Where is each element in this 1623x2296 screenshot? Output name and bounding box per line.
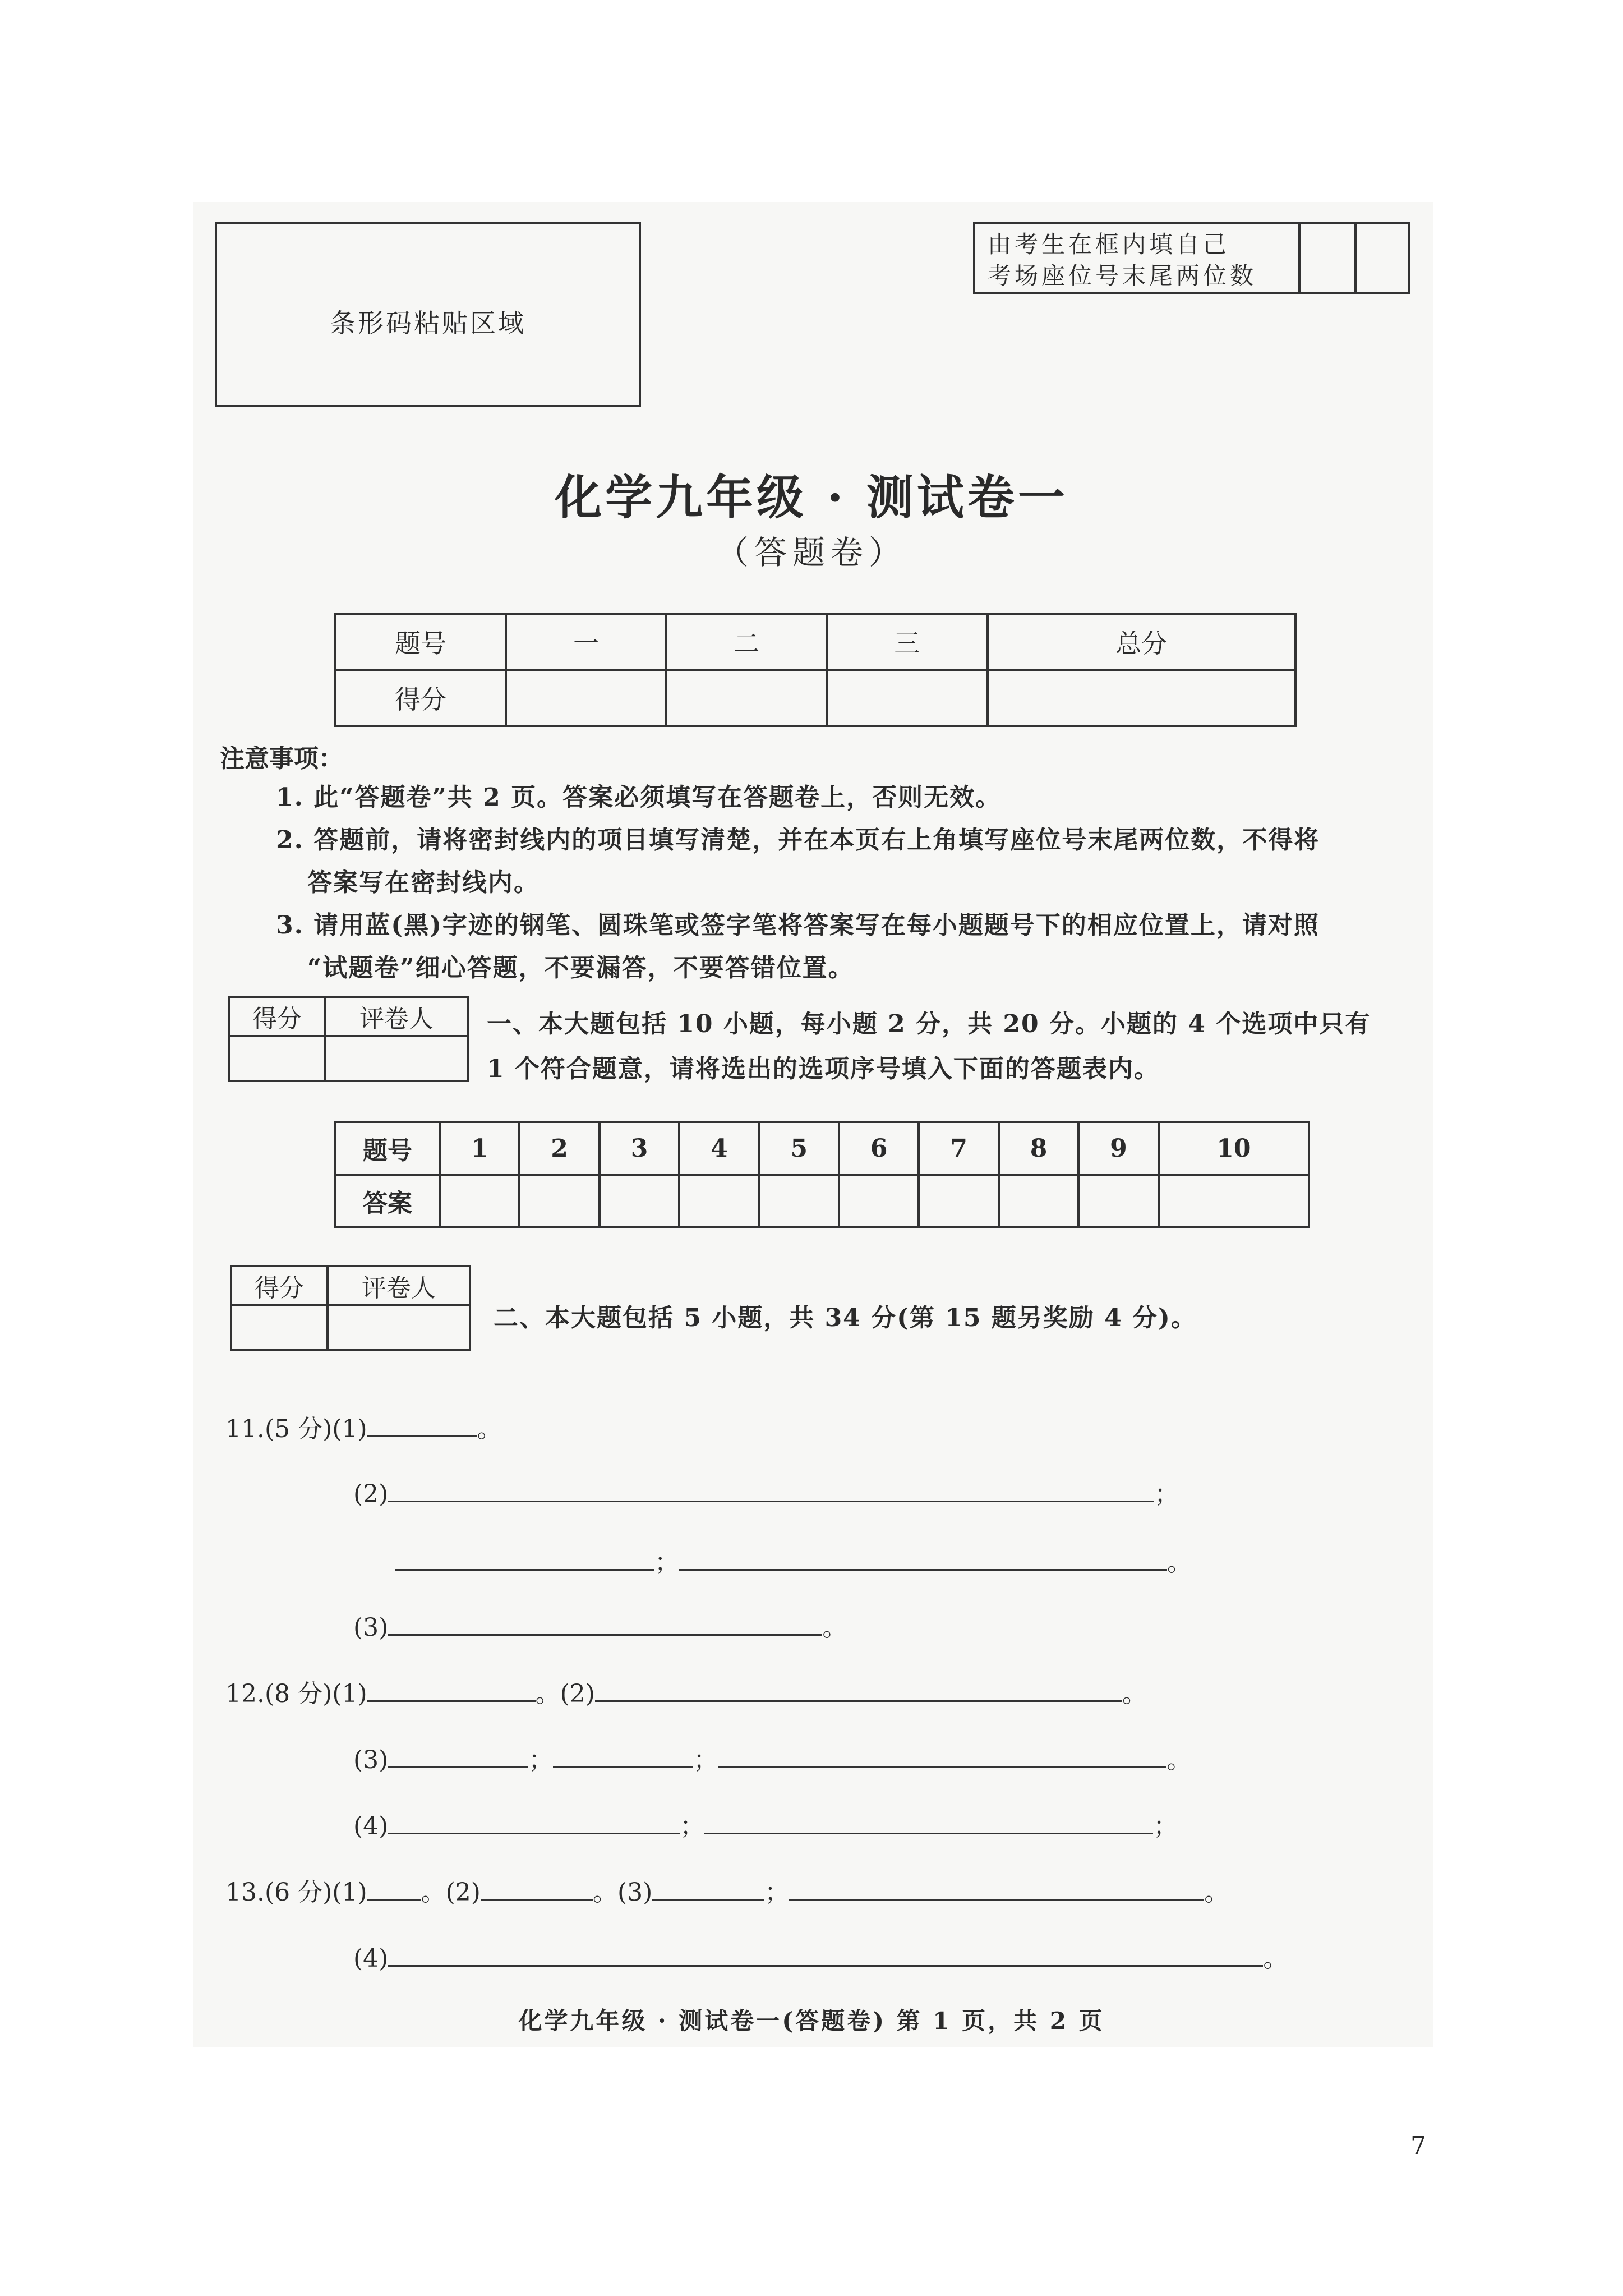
answer-blank[interactable] [395, 1547, 654, 1571]
page-footer: 化学九年级 · 测试卷一(答题卷) 第 1 页，共 2 页 [518, 2007, 1105, 2035]
q13-line-2: (4) 。 [353, 1942, 1288, 1976]
answer-cell[interactable] [600, 1175, 679, 1227]
question-number: 1 [440, 1122, 519, 1175]
question-number: 8 [999, 1122, 1078, 1175]
answer-blank[interactable] [367, 1876, 421, 1901]
note-item: 3. 请用蓝(黑)字迹的钢笔、圆珠笔或签字笔将答案写在每小题题号下的相应位置上，请对照 [276, 911, 1320, 940]
score-cell[interactable] [506, 670, 666, 726]
grader-score-label: 得分 [231, 1266, 328, 1305]
q12-part-4-label: (4) [353, 1812, 389, 1841]
question-number: 6 [839, 1122, 919, 1175]
q11-part-2-label: (2) [353, 1480, 389, 1508]
answer-table [334, 1121, 1310, 1228]
barcode-area [215, 222, 641, 407]
answer-blank[interactable] [481, 1876, 593, 1901]
question-number: 7 [919, 1122, 998, 1175]
barcode-label: 条形码粘贴区域 [330, 308, 526, 338]
q11-line-4: (3) 。 [353, 1611, 847, 1645]
q13-part-4-label: (4) [353, 1944, 389, 1973]
answer-cell[interactable] [679, 1175, 759, 1227]
answer-table-a-label: 答案 [335, 1175, 440, 1227]
q11-label: 11.(5 分)(1) [225, 1415, 367, 1443]
section-2-instructions: 二、本大题包括 5 小题，共 34 分(第 15 题另奖励 4 分)。 [494, 1304, 1197, 1332]
answer-cell[interactable] [999, 1175, 1078, 1227]
q11-line-2: (2) ； [353, 1478, 1179, 1511]
q13-part-3-label: (3) [617, 1878, 653, 1907]
note-item: 1. 此“答题卷”共 2 页。答案必须填写在答题卷上，否则无效。 [276, 783, 1002, 812]
answer-blank[interactable] [388, 1943, 1263, 1967]
grader-name-cell[interactable] [325, 1036, 468, 1081]
grader-name-cell[interactable] [328, 1305, 470, 1350]
grader-name-label: 评卷人 [325, 997, 468, 1036]
score-cell[interactable] [827, 670, 987, 726]
q12-line-2: (3) ； ； 。 [353, 1743, 1191, 1777]
q11-part-3-label: (3) [353, 1613, 389, 1642]
q12-part-2-label: (2) [560, 1680, 595, 1708]
q11-line-3: ； 。 [395, 1546, 1192, 1580]
grader-score-label: 得分 [229, 997, 325, 1036]
answer-cell[interactable] [919, 1175, 998, 1227]
q13-line-1: 13.(6 分)(1) 。(2) 。(3) ； 。 [225, 1876, 1229, 1910]
q13-part-2-label: (2) [445, 1878, 481, 1907]
answer-blank[interactable] [388, 1810, 680, 1834]
grader-score-cell[interactable] [231, 1305, 328, 1350]
answer-blank[interactable] [388, 1744, 528, 1768]
score-table [334, 613, 1297, 727]
q12-line-1: 12.(8 分)(1) 。(2) 。 [225, 1677, 1147, 1711]
answer-blank[interactable] [388, 1478, 1154, 1502]
answer-cell[interactable] [1159, 1175, 1309, 1227]
answer-blank[interactable] [595, 1678, 1122, 1702]
score-cell[interactable] [988, 670, 1295, 726]
answer-blank[interactable] [652, 1876, 764, 1901]
answer-cell[interactable] [759, 1175, 839, 1227]
seat-instructions: 由考生在框内填自己 考场座位号末尾两位数 [988, 231, 1257, 289]
q13-label: 13.(6 分)(1) [225, 1878, 367, 1907]
score-row-label: 得分 [335, 670, 506, 726]
score-header-cell: 题号 [335, 614, 506, 670]
seat-digit-cell-2[interactable] [1354, 224, 1410, 292]
answer-blank[interactable] [367, 1413, 477, 1437]
notes-heading: 注意事项： [220, 744, 343, 773]
score-header-cell: 一 [506, 614, 666, 670]
answer-table-q-label: 题号 [335, 1122, 440, 1175]
answer-blank[interactable] [679, 1547, 1167, 1571]
page-title: 化学九年级 · 测试卷一 [555, 470, 1068, 525]
question-number: 10 [1159, 1122, 1309, 1175]
answer-blank[interactable] [388, 1612, 822, 1636]
score-cell[interactable] [666, 670, 827, 726]
question-number: 2 [519, 1122, 599, 1175]
page-subtitle: （答题卷） [716, 533, 907, 572]
question-number: 4 [679, 1122, 759, 1175]
grader-box-section-1 [228, 996, 469, 1082]
score-header-cell: 总分 [988, 614, 1295, 670]
score-header-cell: 二 [666, 614, 827, 670]
page-number: 7 [1410, 2132, 1426, 2160]
seat-digit-cell-1[interactable] [1298, 224, 1354, 292]
grader-box-section-2 [230, 1265, 471, 1351]
note-item: “试题卷”细心答题，不要漏答，不要答错位置。 [307, 954, 854, 982]
answer-cell[interactable] [519, 1175, 599, 1227]
grader-name-label: 评卷人 [328, 1266, 470, 1305]
answer-blank[interactable] [553, 1744, 693, 1768]
answer-blank[interactable] [367, 1678, 536, 1702]
answer-blank[interactable] [789, 1876, 1204, 1901]
score-header-cell: 三 [827, 614, 987, 670]
q12-line-3: (4) ； ； [353, 1810, 1178, 1843]
q12-label: 12.(8 分)(1) [225, 1680, 367, 1708]
q11-line-1: 11.(5 分)(1) 。 [225, 1412, 502, 1446]
grader-score-cell[interactable] [229, 1036, 325, 1081]
question-number: 5 [759, 1122, 839, 1175]
question-number: 9 [1078, 1122, 1158, 1175]
seat-number-box [973, 222, 1410, 294]
answer-blank[interactable] [718, 1744, 1166, 1768]
answer-cell[interactable] [1078, 1175, 1158, 1227]
section-1-instructions: 一、本大题包括 10 小题，每小题 2 分，共 20 分。小题的 4 个选项中只有 1 个符合题意，请将选出的选项序号填入下面的答题表内。 [487, 1010, 1371, 1083]
answer-blank[interactable] [704, 1810, 1153, 1834]
note-item: 答案写在密封线内。 [307, 868, 540, 897]
q12-part-3-label: (3) [353, 1746, 389, 1774]
note-item: 2. 答题前，请将密封线内的项目填写清楚，并在本页右上角填写座位号末尾两位数，不得将 [276, 826, 1320, 854]
question-number: 3 [600, 1122, 679, 1175]
answer-cell[interactable] [839, 1175, 919, 1227]
answer-cell[interactable] [440, 1175, 519, 1227]
